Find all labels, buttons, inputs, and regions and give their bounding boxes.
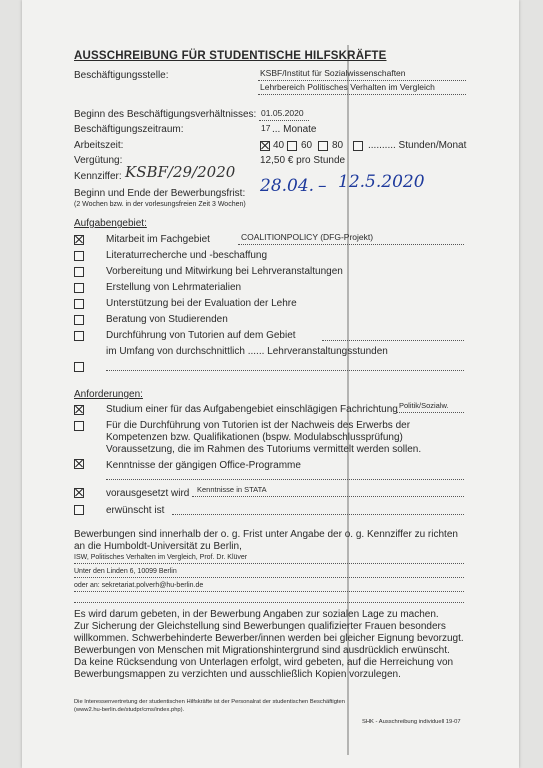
application-address-2: Unter den Linden 6, 10099 Berlin: [74, 568, 177, 575]
application-email-rule: [74, 591, 464, 592]
task-7-checkbox[interactable]: [74, 331, 84, 341]
closing-line-3: willkommen. Schwerbehinderte Bewerber/innen werden bei gleicher Eignung bevorzugt.: [74, 633, 464, 644]
task-4-checkbox[interactable]: [74, 283, 84, 293]
task-6-label: Beratung von Studierenden: [106, 314, 228, 325]
deadline-note: (2 Wochen bzw. in der vorlesungsfreien Zeit 3 Wochen): [74, 201, 246, 208]
closing-line-4: Bewerbungen von Menschen mit Migrationshintergrund sind ausdrücklich erwünscht.: [74, 645, 450, 656]
req-desired-label: erwünscht ist: [106, 505, 165, 516]
task-3-label: Vorbereitung und Mitwirkung bei Lehrveranstaltungen: [106, 266, 343, 277]
req-tutorial-checkbox[interactable]: [74, 421, 84, 431]
hours-custom-label: .......... Stunden/Monat: [368, 140, 467, 151]
application-address-1: ISW, Politisches Verhalten im Vergleich, Prof. Dr. Klüver: [74, 554, 248, 561]
deadline-from: 28.04.: [260, 176, 315, 196]
period-value: 17: [261, 123, 271, 133]
application-address-1-rule: [74, 563, 464, 564]
req-required-rule: [192, 496, 464, 497]
reference-label: Kennziffer:: [74, 171, 122, 182]
page-title: AUSSCHREIBUNG FÜR STUDENTISCHE HILFSKRÄFTE: [74, 50, 387, 62]
hours-40-label: 40: [273, 140, 285, 151]
application-email: oder an: sekretariat.polverh@hu-berlin.de: [74, 582, 204, 589]
task-other-rule: [106, 370, 464, 371]
req-desired-checkbox[interactable]: [74, 505, 84, 515]
start-rule: [259, 120, 309, 121]
hours-80-checkbox[interactable]: [318, 141, 328, 151]
pay-label: Vergütung:: [74, 155, 123, 166]
hours-label: Arbeitszeit:: [74, 140, 124, 151]
task-7-rule: [322, 340, 464, 341]
application-address-2-rule: [74, 577, 464, 578]
application-line-1: Bewerbungen sind innerhalb der o. g. Frist unter Angabe der o. g. Kennziffer zu richten: [74, 529, 458, 540]
closing-line-1: Es wird darum gebeten, in der Bewerbung Angaben zur sozialen Lage zu machen.: [74, 609, 439, 620]
task-2-label: Literaturrecherche und -beschaffung: [106, 250, 268, 261]
employer-line-2-rule: [258, 94, 466, 95]
deadline-label: Beginn und Ende der Bewerbungsfrist:: [74, 188, 246, 199]
hours-custom-checkbox[interactable]: [353, 141, 363, 151]
tasks-heading: Aufgabengebiet:: [74, 218, 147, 229]
req-required-value: Kenntnisse in STATA: [197, 485, 267, 494]
task-6-checkbox[interactable]: [74, 315, 84, 325]
start-value: 01.05.2020: [261, 108, 304, 118]
req-required-label: vorausgesetzt wird: [106, 488, 190, 499]
hours-80-label: 80: [332, 140, 344, 151]
req-required-checkbox[interactable]: [74, 488, 84, 498]
application-line-2: an die Humboldt-Universität zu Berlin,: [74, 541, 242, 552]
task-1-rule: [238, 244, 464, 245]
task-3-checkbox[interactable]: [74, 267, 84, 277]
deadline-dash: –: [318, 176, 327, 196]
pay-value: 12,50 € pro Stunde: [260, 155, 346, 166]
req-office-label: Kenntnisse der gängigen Office-Programme: [106, 460, 301, 471]
employer-line-1-rule: [258, 80, 466, 81]
req-study-checkbox[interactable]: [74, 405, 84, 415]
req-study-value: Politik/Sozialw.: [399, 401, 449, 410]
hours-40-checkbox[interactable]: [260, 141, 270, 151]
start-label: Beginn des Beschäftigungsverhältnisses:: [74, 109, 257, 120]
hours-60-label: 60: [301, 140, 313, 151]
footer-line-1: Die Interessenvertretung der studentischen Hilfskräfte ist der Personalrat der studentischen Beschäftigten: [74, 699, 345, 705]
employer-line-2: Lehrbereich Politisches Verhalten im Vergleich: [260, 82, 435, 92]
req-study-rule: [396, 412, 464, 413]
task-7-label: Durchführung von Tutorien auf dem Gebiet: [106, 330, 296, 341]
tutorial-scope: im Umfang von durchschnittlich ...... Lehrveranstaltungsstunden: [106, 346, 388, 357]
footer-line-2: (www2.hu-berlin.de/studpr/cms/index.php).: [74, 707, 185, 713]
req-tutorial-line-2: Kompetenzen bzw. Qualifikationen (bspw. Modulabschlussprüfung): [106, 432, 403, 443]
task-1-checkbox[interactable]: [74, 235, 84, 245]
req-tutorial-line-1: Für die Durchführung von Tutorien ist der Nachweis des Erwerbs der: [106, 420, 411, 431]
task-2-checkbox[interactable]: [74, 251, 84, 261]
req-tutorial-line-3: Voraussetzung, die im Rahmen des Tutoriums vermittelt werden sollen.: [106, 444, 422, 455]
period-label: Beschäftigungszeitraum:: [74, 124, 184, 135]
deadline-to: 12.5.2020: [338, 172, 425, 192]
footer-form-id: SHK - Ausschreibung individuell 19-07: [362, 719, 461, 725]
hours-60-checkbox[interactable]: [287, 141, 297, 151]
task-5-label: Unterstützung bei der Evaluation der Lehre: [106, 298, 297, 309]
reference-handwritten: KSBF/29/2020: [125, 163, 236, 181]
task-other-checkbox[interactable]: [74, 362, 84, 372]
employer-line-1: KSBF/Institut für Sozialwissenschaften: [260, 68, 406, 78]
closing-line-6: Bewerbungsmappen zu verzichten und ausschließlich Kopien vorzulegen.: [74, 669, 401, 680]
task-4-label: Erstellung von Lehrmaterialien: [106, 282, 242, 293]
task-5-checkbox[interactable]: [74, 299, 84, 309]
task-1-label: Mitarbeit im Fachgebiet: [106, 234, 210, 245]
req-office-checkbox[interactable]: [74, 459, 84, 469]
req-desired-rule: [172, 514, 464, 515]
application-blank-rule: [74, 602, 464, 603]
closing-line-2: Zur Sicherung der Gleichstellung sind Bewerbungen qualifizierter Frauen besonders: [74, 621, 446, 632]
req-office-rule: [106, 479, 464, 480]
closing-line-5: Da keine Rücksendung von Unterlagen erfolgt, wird gebeten, auf die Herreichung von: [74, 657, 454, 668]
task-1-value: COALITIONPOLICY (DFG-Projekt): [241, 232, 374, 242]
period-suffix: ... Monate: [272, 124, 317, 135]
requirements-heading: Anforderungen:: [74, 389, 143, 400]
employer-label: Beschäftigungsstelle:: [74, 70, 169, 81]
job-posting-sheet: [22, 0, 519, 768]
req-study-label: Studium einer für das Aufgabengebiet einschlägigen Fachrichtung: [106, 404, 398, 415]
